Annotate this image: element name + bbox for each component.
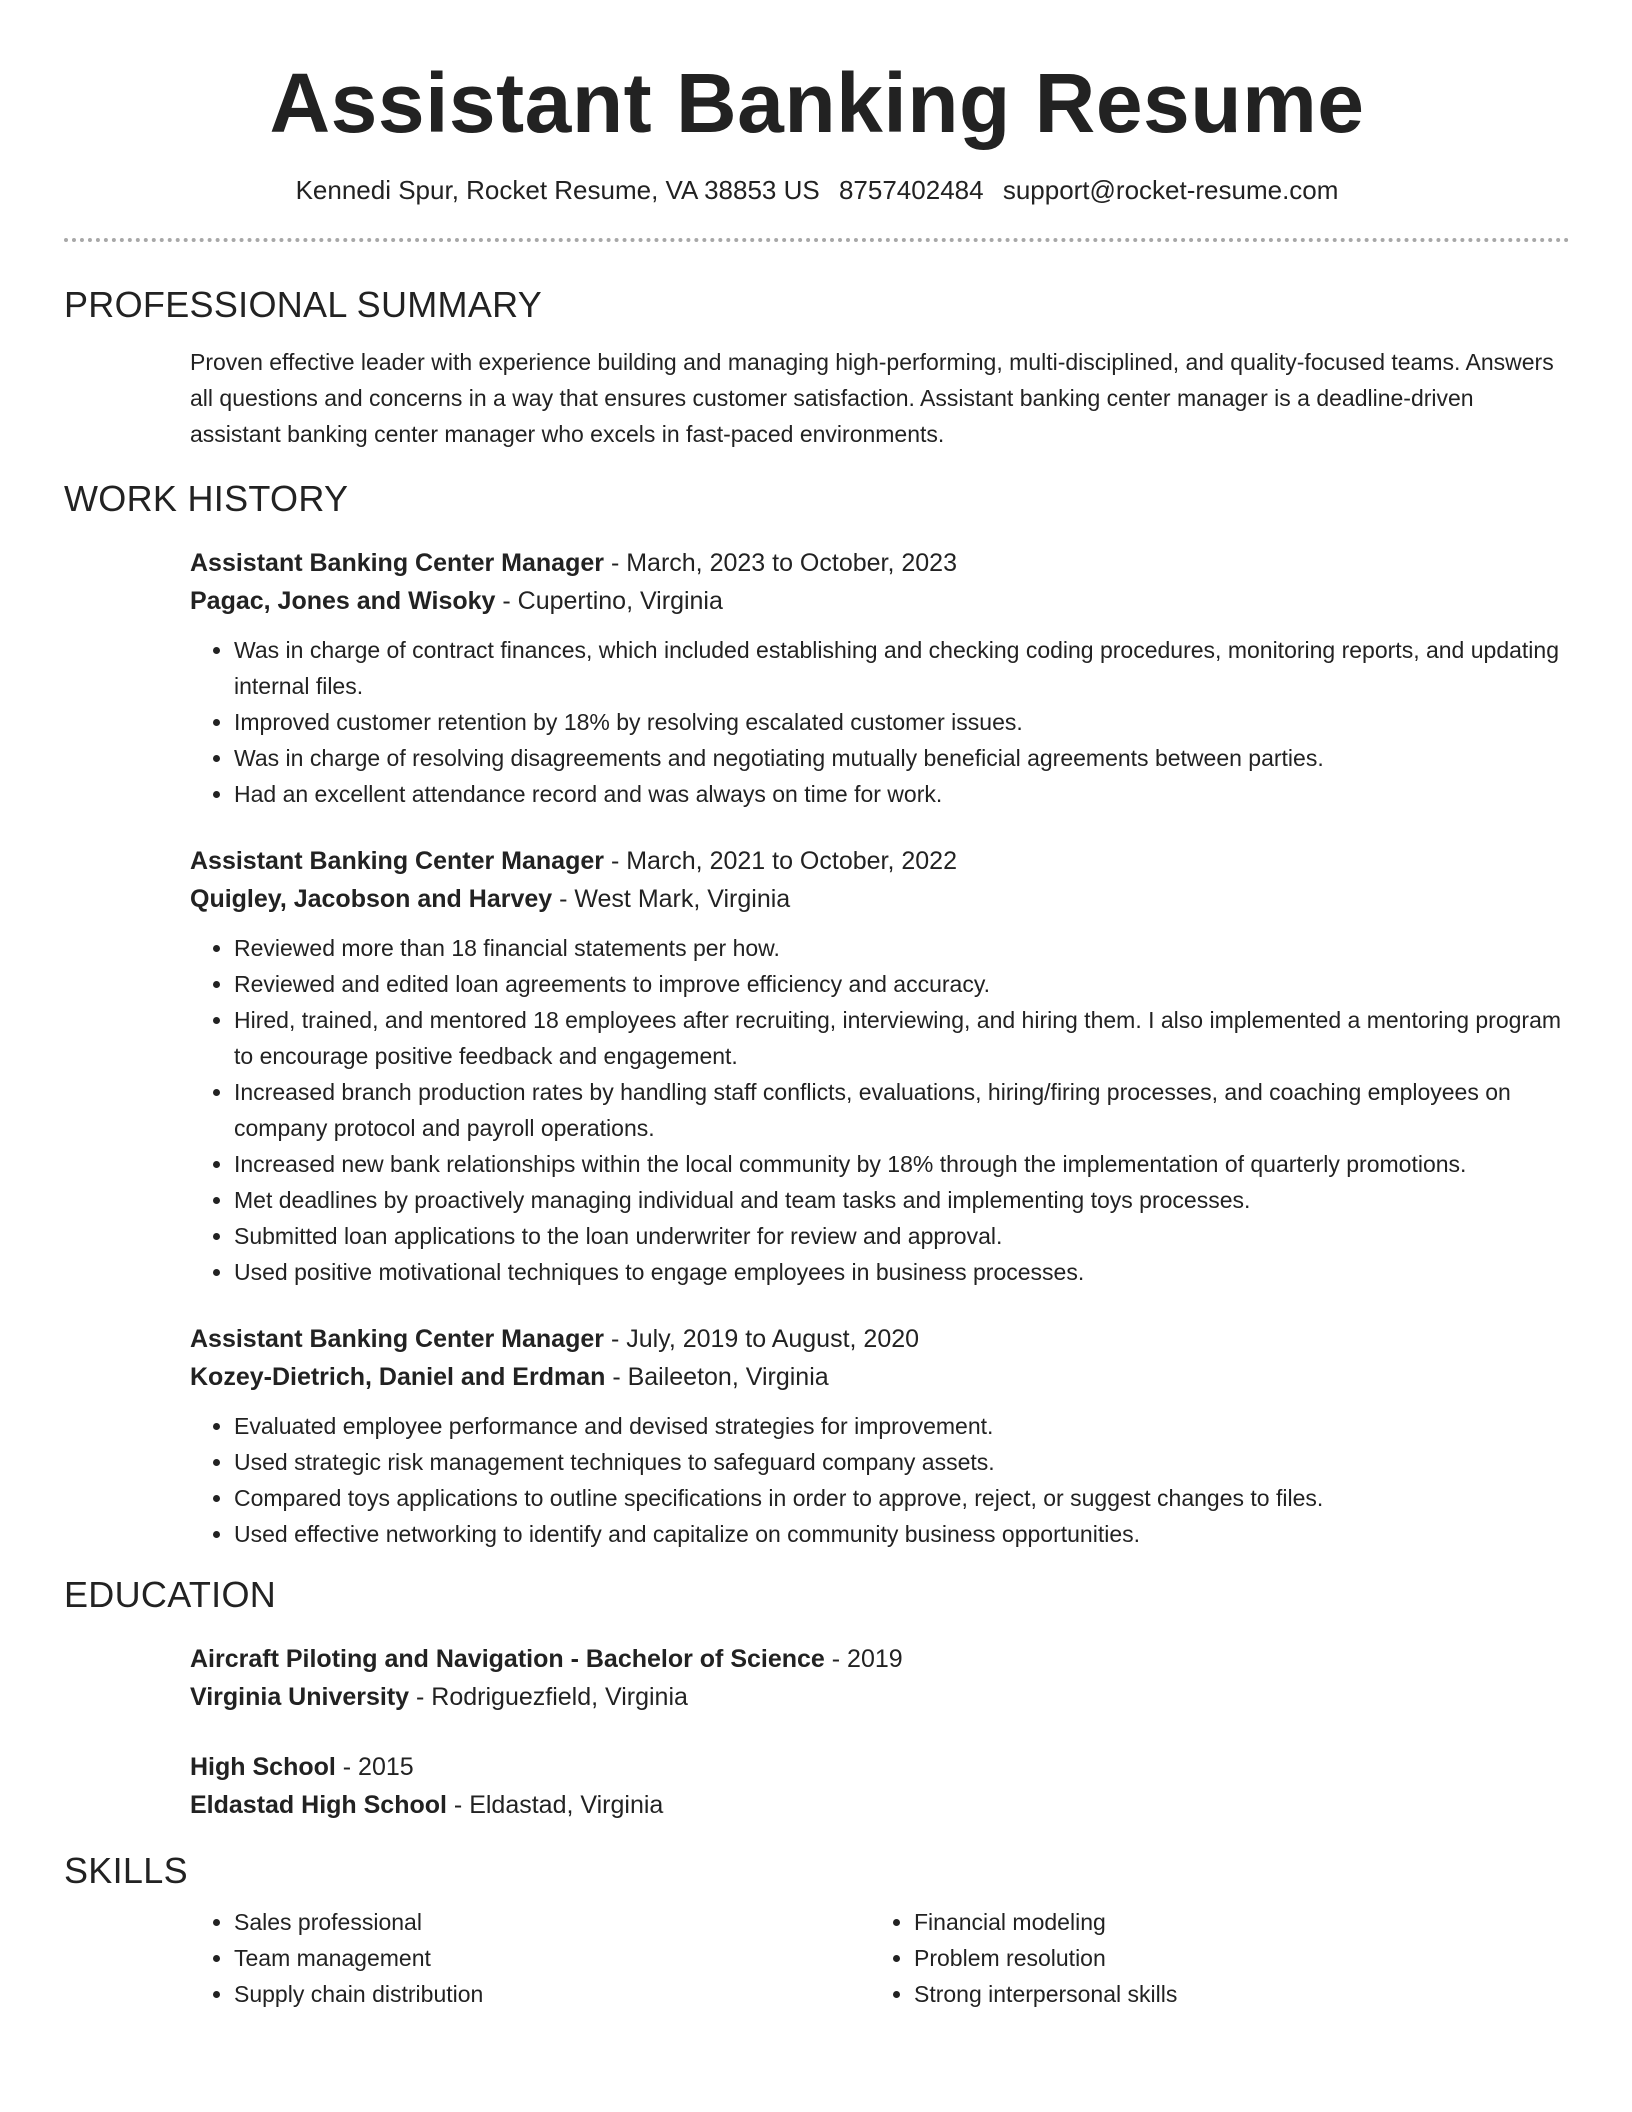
job-company: Quigley, Jacobson and Harvey: [190, 885, 553, 913]
resume-title: Assistant Banking Resume: [269, 56, 1365, 150]
job-bullet: • Increased branch production rates by handling staff conflicts, evaluations, hiring/firing processes, and coaching employees on company protocol and payroll operations.: [234, 1074, 1570, 1146]
job-bullets: [190, 632, 1570, 812]
skill-item: • Financial modeling: [914, 1904, 1550, 1940]
job-bullet: • Reviewed and edited loan agreements to improve efficiency and accuracy.: [234, 966, 1570, 1002]
job-bullet: • Used strategic risk management techniques to safeguard company assets.: [234, 1444, 1570, 1480]
skills-heading: SKILLS: [64, 1850, 188, 1891]
job-location: - Cupertino, Virginia: [495, 587, 723, 615]
education-school: Eldastad High School: [190, 1791, 447, 1819]
job-bullet: • Was in charge of resolving disagreements and negotiating mutually beneficial agreements between parties.: [234, 740, 1570, 776]
header-divider: [64, 238, 1570, 242]
job-entry: [190, 842, 1570, 1290]
summary-heading: PROFESSIONAL SUMMARY: [64, 284, 543, 325]
job-bullet: • Hired, trained, and mentored 18 employees after recruiting, interviewing, and hiring them. I also implemented a mentoring program to encourage positive feedback and engagement.: [234, 1002, 1570, 1074]
job-location: - Baileeton, Virginia: [605, 1363, 829, 1391]
resume-page: [64, 0, 1570, 2012]
job-company: Pagac, Jones and Wisoky: [190, 587, 496, 615]
education-heading: EDUCATION: [64, 1574, 277, 1615]
job-title: Assistant Banking Center Manager: [190, 847, 604, 875]
skill-item: • Problem resolution: [914, 1940, 1550, 1976]
education-school: Virginia University: [190, 1683, 410, 1711]
education-school-line: [190, 1786, 1570, 1824]
work-history-heading: WORK HISTORY: [64, 478, 349, 519]
skill-item: • Sales professional: [234, 1904, 870, 1940]
job-bullet: • Evaluated employee performance and devised strategies for improvement.: [234, 1408, 1570, 1444]
job-company-line: [190, 1358, 1570, 1396]
job-bullet: • Improved customer retention by 18% by resolving escalated customer issues.: [234, 704, 1570, 740]
job-title: Assistant Banking Center Manager: [190, 549, 604, 577]
job-dates: - March, 2021 to October, 2022: [604, 847, 957, 875]
job-title-line: [190, 842, 1570, 880]
job-company-line: [190, 880, 1570, 918]
job-bullet: • Used effective networking to identify and capitalize on community business opportunities.: [234, 1516, 1570, 1552]
skills-column-right: [870, 1904, 1550, 2012]
education-degree-line: [190, 1748, 1570, 1786]
contact-email: support@rocket-resume.com: [1002, 175, 1339, 205]
job-entry: [190, 1320, 1570, 1552]
education-year: - 2015: [335, 1753, 414, 1781]
contact-line: [64, 174, 1570, 206]
job-bullet: • Reviewed more than 18 financial statements per how.: [234, 930, 1570, 966]
job-bullet: • Used positive motivational techniques to engage employees in business processes.: [234, 1254, 1570, 1290]
education-degree: Aircraft Piloting and Navigation - Bachelor of Science: [190, 1645, 825, 1673]
skills-column-left: [190, 1904, 870, 2012]
education-location: - Eldastad, Virginia: [446, 1791, 664, 1819]
education-degree: High School: [190, 1753, 336, 1781]
job-company-line: [190, 582, 1570, 620]
job-dates: - July, 2019 to August, 2020: [604, 1325, 920, 1353]
job-bullet: • Compared toys applications to outline specifications in order to approve, reject, or suggest changes to files.: [234, 1480, 1570, 1516]
education-school-line: [190, 1678, 1570, 1716]
job-title: Assistant Banking Center Manager: [190, 1325, 604, 1353]
education-entry: [190, 1748, 1570, 1824]
job-entry: [190, 544, 1570, 812]
job-title-line: [190, 1320, 1570, 1358]
skill-item: • Supply chain distribution: [234, 1976, 870, 2012]
job-bullet: • Was in charge of contract finances, which included establishing and checking coding procedures, monitoring reports, and updating internal files.: [234, 632, 1570, 704]
job-bullet: • Submitted loan applications to the loan underwriter for review and approval.: [234, 1218, 1570, 1254]
contact-address: Kennedi Spur, Rocket Resume, VA 38853 US: [295, 175, 820, 205]
job-bullet: • Increased new bank relationships within the local community by 18% through the implementation of quarterly promotions.: [234, 1146, 1570, 1182]
skill-item: • Team management: [234, 1940, 870, 1976]
skills-list: [190, 1904, 1570, 2012]
contact-phone: 8757402484: [838, 175, 984, 205]
education-degree-line: [190, 1640, 1570, 1678]
job-title-line: [190, 544, 1570, 582]
education-location: - Rodriguezfield, Virginia: [409, 1683, 688, 1711]
education-entry: [190, 1640, 1570, 1716]
job-bullet: • Had an excellent attendance record and was always on time for work.: [234, 776, 1570, 812]
job-company: Kozey-Dietrich, Daniel and Erdman: [190, 1363, 606, 1391]
summary-text: Proven effective leader with experience building and managing high-performing, multi-disciplined, and quality-focused teams. Answers all questions and concerns in a way that ensures customer satisfaction. Assistant banking center manager is a deadline-driven assistant banking center manager who excels in fast-paced environments.: [190, 349, 1554, 447]
job-bullets: [190, 930, 1570, 1290]
education-year: - 2019: [824, 1645, 903, 1673]
job-bullet: • Met deadlines by proactively managing individual and team tasks and implementing toys processes.: [234, 1182, 1570, 1218]
job-bullets: [190, 1408, 1570, 1552]
job-dates: - March, 2023 to October, 2023: [604, 549, 957, 577]
skill-item: • Strong interpersonal skills: [914, 1976, 1550, 2012]
job-location: - West Mark, Virginia: [552, 885, 791, 913]
